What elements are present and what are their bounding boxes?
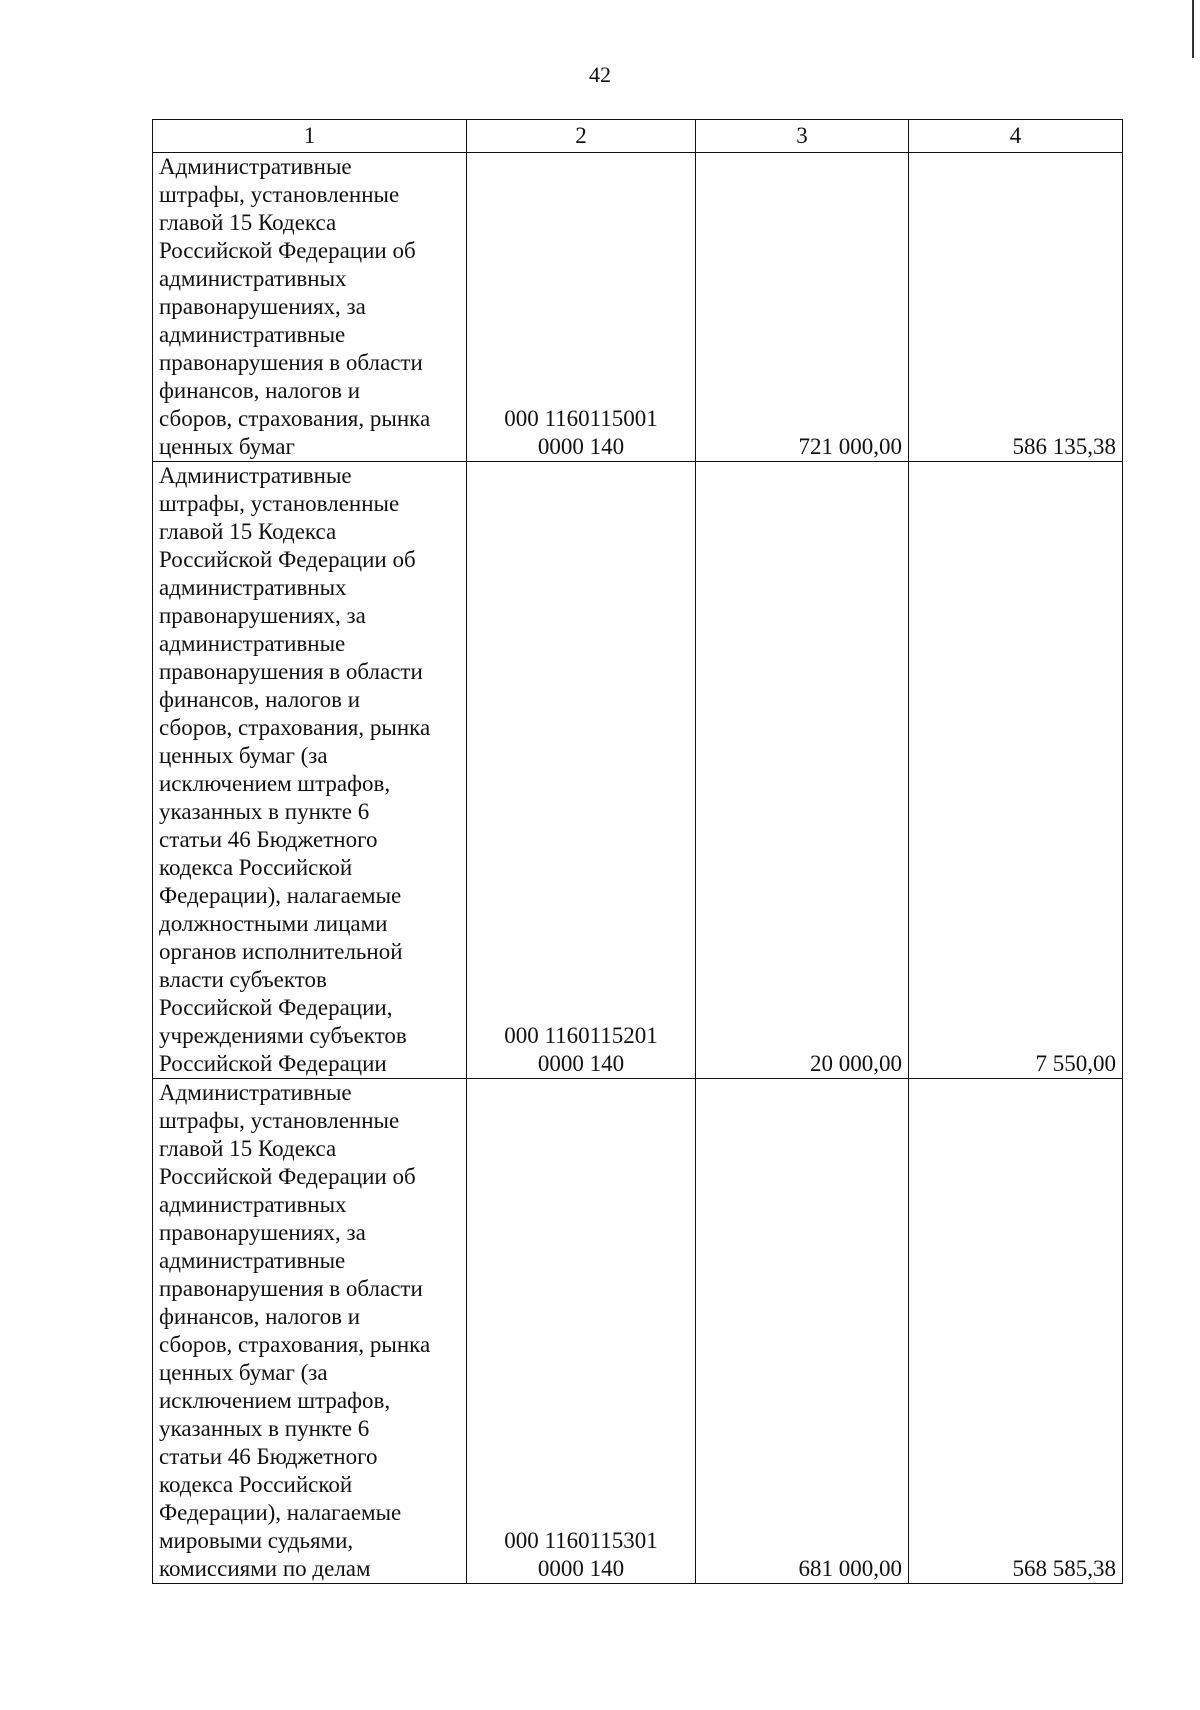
row-actual-amount: 7 550,00 — [909, 462, 1123, 1079]
table-row — [153, 153, 1123, 462]
row-budget-code: 000 1160115301 0000 140 — [467, 1079, 696, 1584]
row-actual-amount: 568 585,38 — [909, 1079, 1123, 1584]
row-description: Административные штрафы, установленные главой 15 Кодекса Российской Федерации об административных правонарушениях, за административные правонарушения в области финансов, налогов и сборов, страхования, рынка ценных бумаг — [153, 153, 467, 462]
column-header-2: 2 — [467, 120, 696, 153]
row-plan-amount: 681 000,00 — [696, 1079, 909, 1584]
column-header-4: 4 — [909, 120, 1123, 153]
table-row — [153, 1079, 1123, 1584]
row-budget-code: 000 1160115201 0000 140 — [467, 462, 696, 1079]
column-header-3: 3 — [696, 120, 909, 153]
row-plan-amount: 721 000,00 — [696, 153, 909, 462]
header-row — [153, 120, 1123, 153]
page-number: 42 — [589, 62, 611, 87]
row-plan-amount: 20 000,00 — [696, 462, 909, 1079]
budget-table — [152, 119, 1123, 1584]
table-row — [153, 462, 1123, 1079]
row-description: Административные штрафы, установленные главой 15 Кодекса Российской Федерации об административных правонарушениях, за административные правонарушения в области финансов, налогов и сборов, страхования, рынка ценных бумаг (за исключением штрафов, указанных в пункте 6 статьи 46 Бюджетного кодекса Российской Федерации), налагаемые должностными лицами органов исполнительной власти субъектов Российской Федерации, учреждениями субъектов Российской Федерации — [153, 462, 467, 1079]
row-actual-amount: 586 135,38 — [909, 153, 1123, 462]
row-budget-code: 000 1160115001 0000 140 — [467, 153, 696, 462]
column-header-1: 1 — [153, 120, 467, 153]
scan-edge-mark — [1192, 0, 1194, 58]
row-description: Административные штрафы, установленные главой 15 Кодекса Российской Федерации об административных правонарушениях, за административные правонарушения в области финансов, налогов и сборов, страхования, рынка ценных бумаг (за исключением штрафов, указанных в пункте 6 статьи 46 Бюджетного кодекса Российской Федерации), налагаемые мировыми судьями, комиссиями по делам — [153, 1079, 467, 1584]
